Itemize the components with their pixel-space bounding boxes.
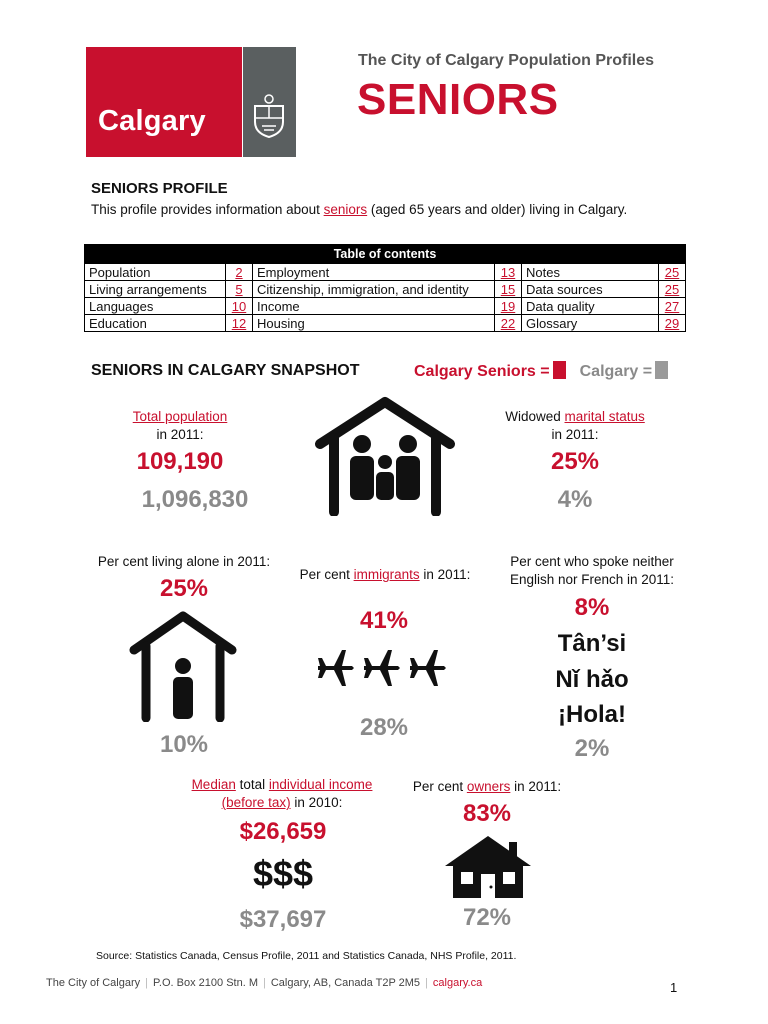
population-calgary-value: 1,096,830: [141, 486, 249, 513]
source-note: Source: Statistics Canada, Census Profile, 2011 and Statistics Canada, NHS Profile, 2011.: [96, 950, 517, 962]
table-row: [85, 315, 686, 332]
owners-calgary-value: 72%: [462, 904, 512, 931]
legend: [414, 361, 668, 381]
footer-url-link[interactable]: calgary.ca: [432, 977, 483, 989]
marital-status-link[interactable]: marital status: [564, 409, 645, 424]
income-label: [172, 776, 392, 812]
dollar-signs-symbol: $$$: [252, 853, 314, 894]
toc-page-link[interactable]: 2: [235, 264, 243, 280]
toc-label: Languages: [85, 298, 226, 315]
table-row: [85, 281, 686, 298]
toc-title: Table of contents: [85, 245, 686, 264]
immigrants-label-prefix: Per cent: [299, 567, 354, 582]
toc-page-link[interactable]: 22: [500, 315, 516, 331]
greeting-cree: Tân’si: [557, 630, 627, 657]
legend-seniors-label: Calgary Seniors =: [414, 363, 550, 380]
table-of-contents: [84, 244, 686, 332]
population-seniors-value: 109,190: [136, 448, 224, 475]
family-house-icon: [312, 396, 458, 516]
toc-label: Data sources: [522, 281, 659, 298]
airplanes-icon: [316, 646, 452, 690]
greeting-spanish: ¡Hola!: [558, 701, 626, 728]
legend-calgary-label: Calgary =: [579, 363, 653, 380]
logo-red-panel: [86, 47, 242, 157]
profile-text-after: (aged 65 years and older) living in Calgary.: [367, 202, 628, 217]
immigrants-seniors-value: 41%: [359, 607, 409, 634]
language-seniors-value: 8%: [574, 594, 610, 621]
toc-page-link[interactable]: 29: [664, 315, 680, 331]
footer-po-box: P.O. Box 2100 Stn. M: [153, 977, 258, 989]
individual-income-link[interactable]: individual income: [268, 777, 373, 792]
legend-seniors-swatch: [553, 361, 566, 379]
toc-page-link[interactable]: 15: [500, 281, 516, 297]
footer-org: The City of Calgary: [46, 977, 141, 989]
toc-page-link[interactable]: 10: [231, 298, 247, 314]
toc-page-link[interactable]: 25: [664, 281, 680, 297]
owners-seniors-value: 83%: [462, 800, 512, 827]
page-number: 1: [670, 980, 678, 995]
toc-label: Housing: [253, 315, 495, 332]
owned-house-icon: [443, 834, 533, 900]
median-link[interactable]: Median: [191, 777, 236, 792]
language-label: [490, 553, 694, 589]
widowed-seniors-value: 25%: [550, 448, 600, 475]
table-row: [85, 264, 686, 281]
income-label-year: in 2010:: [290, 795, 343, 810]
toc-page-link[interactable]: 12: [231, 315, 247, 331]
income-label-total: total: [235, 777, 269, 792]
toc-label: Population: [85, 264, 226, 281]
toc-page-link[interactable]: 5: [235, 281, 243, 297]
owners-link[interactable]: owners: [466, 779, 511, 794]
toc-label: Living arrangements: [85, 281, 226, 298]
toc-label: Employment: [253, 264, 495, 281]
total-population-link[interactable]: Total population: [132, 409, 228, 424]
widowed-label: [490, 408, 660, 444]
immigrants-label-suffix: in 2011:: [419, 567, 471, 582]
toc-label: Income: [253, 298, 495, 315]
profile-heading: SENIORS PROFILE: [91, 180, 228, 197]
profile-text: [91, 202, 627, 217]
living-alone-label: Per cent living alone in 2011:: [97, 554, 271, 569]
income-calgary-value: $37,697: [239, 906, 327, 933]
city-crest-icon: [252, 92, 286, 138]
single-person-house-icon: [128, 610, 238, 722]
widowed-label-prefix: Widowed: [505, 409, 565, 424]
toc-label: Data quality: [522, 298, 659, 315]
immigrants-label: [290, 566, 480, 584]
toc-page-link[interactable]: 13: [500, 264, 516, 280]
owners-label: [400, 778, 574, 796]
widowed-calgary-value: 4%: [557, 486, 593, 513]
owners-label-prefix: Per cent: [412, 779, 467, 794]
toc-page-link[interactable]: 25: [664, 264, 680, 280]
logo-wordmark: Calgary: [98, 105, 206, 137]
seniors-link[interactable]: seniors: [323, 202, 368, 217]
toc-page-link[interactable]: 27: [664, 298, 680, 314]
population-label: [110, 408, 250, 444]
snapshot-heading: SENIORS IN CALGARY SNAPSHOT: [91, 362, 360, 379]
profile-text-before: This profile provides information about: [91, 202, 324, 217]
living-alone-seniors-value: 25%: [159, 575, 209, 602]
header-subtitle: The City of Calgary Population Profiles: [358, 52, 655, 69]
immigrants-calgary-value: 28%: [359, 714, 409, 741]
immigrants-link[interactable]: immigrants: [353, 567, 420, 582]
income-seniors-value: $26,659: [239, 818, 327, 845]
legend-calgary-swatch: [655, 361, 668, 379]
toc-label: Glossary: [522, 315, 659, 332]
language-calgary-value: 2%: [574, 735, 610, 762]
living-alone-calgary-value: 10%: [159, 731, 209, 758]
before-tax-link[interactable]: (before tax): [221, 795, 291, 810]
table-row: [85, 298, 686, 315]
toc-label: Citizenship, immigration, and identity: [253, 281, 495, 298]
greeting-mandarin: Nǐ hǎo: [555, 666, 629, 693]
language-label-line1: Per cent who spoke neither: [510, 554, 674, 569]
toc-page-link[interactable]: 19: [500, 298, 516, 314]
footer-address: Calgary, AB, Canada T2P 2M5: [270, 977, 421, 989]
language-label-line2: English nor French in 2011:: [509, 572, 675, 587]
widowed-label-year: in 2011:: [551, 427, 599, 442]
toc-label: Notes: [522, 264, 659, 281]
footer-contact: The City of Calgary | P.O. Box 2100 Stn. M | Calgary, AB, Canada T2P 2M5 | calgary.ca: [46, 977, 483, 989]
page-title: SENIORS: [357, 75, 559, 124]
population-label-year: in 2011:: [156, 427, 204, 442]
toc-label: Education: [85, 315, 226, 332]
owners-label-suffix: in 2011:: [510, 779, 562, 794]
